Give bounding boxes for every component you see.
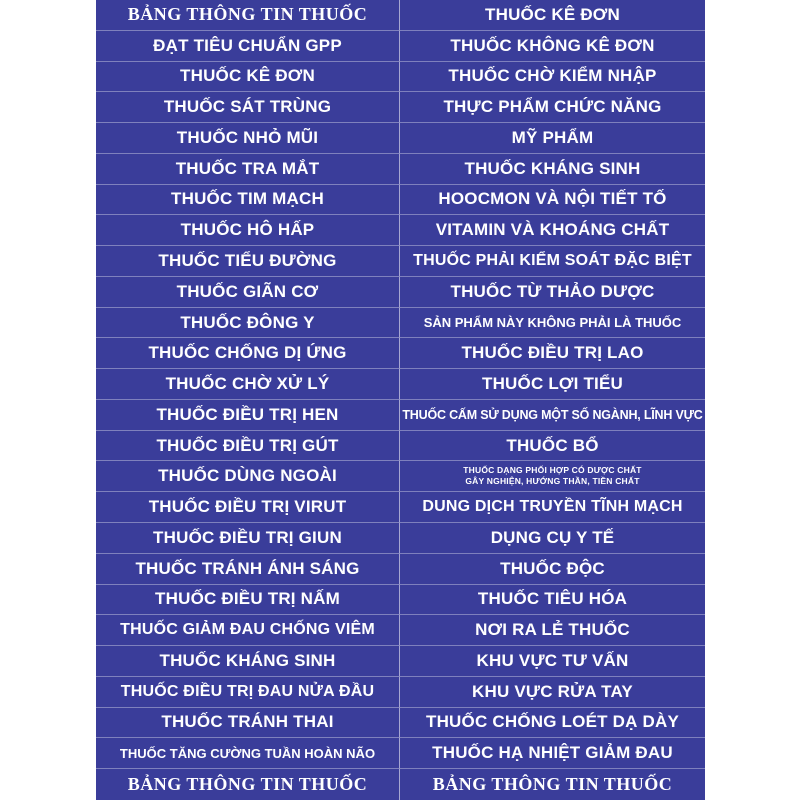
label-cell: DUNG DỊCH TRUYỀN TĨNH MẠCH <box>400 492 705 523</box>
label-cell: THUỐC TIỂU ĐƯỜNG <box>96 246 400 277</box>
label-cell: THUỐC CHỐNG LOÉT DẠ DÀY <box>400 708 705 739</box>
label-cell: THUỐC HẠ NHIỆT GIẢM ĐAU <box>400 738 705 769</box>
label-cell: THUỐC CẤM SỬ DỤNG MỘT SỐ NGÀNH, LĨNH VỰC <box>400 400 705 431</box>
label-cell: BẢNG THÔNG TIN THUỐC <box>96 0 400 31</box>
label-line: GÂY NGHIỆN, HƯỚNG THẦN, TIỀN CHẤT <box>465 476 640 487</box>
label-cell: THUỐC KÊ ĐƠN <box>400 0 705 31</box>
label-cell: THUỐC TRÁNH THAI <box>96 708 400 739</box>
label-cell: THUỐC NHỎ MŨI <box>96 123 400 154</box>
label-cell: THUỐC ĐIỀU TRỊ HEN <box>96 400 400 431</box>
label-cell: THUỐC KHÔNG KÊ ĐƠN <box>400 31 705 62</box>
label-cell: THUỐC ĐIỀU TRỊ GIUN <box>96 523 400 554</box>
label-cell: THỰC PHẨM CHỨC NĂNG <box>400 92 705 123</box>
label-cell: THUỐC CHỐNG DỊ ỨNG <box>96 338 400 369</box>
label-cell: THUỐC ĐIỀU TRỊ VIRUT <box>96 492 400 523</box>
label-cell: THUỐC TRÁNH ÁNH SÁNG <box>96 554 400 585</box>
label-cell: THUỐC ĐIỀU TRỊ LAO <box>400 338 705 369</box>
label-cell: THUỐC ĐIỀU TRỊ NẤM <box>96 585 400 616</box>
label-cell: THUỐC BỔ <box>400 431 705 462</box>
label-cell: THUỐC DÙNG NGOÀI <box>96 461 400 492</box>
label-cell: THUỐC TĂNG CƯỜNG TUẦN HOÀN NÃO <box>96 738 400 769</box>
label-cell: THUỐC KÊ ĐƠN <box>96 62 400 93</box>
label-cell: HOOCMON VÀ NỘI TIẾT TỐ <box>400 185 705 216</box>
label-line: THUỐC DẠNG PHỐI HỢP CÓ DƯỢC CHẤT <box>463 465 642 476</box>
label-cell: THUỐC TIM MẠCH <box>96 185 400 216</box>
label-cell: THUỐC ĐIỀU TRỊ GÚT <box>96 431 400 462</box>
label-cell: THUỐC LỢI TIỂU <box>400 369 705 400</box>
label-cell: THUỐC TRA MẮT <box>96 154 400 185</box>
label-cell: KHU VỰC RỬA TAY <box>400 677 705 708</box>
label-cell: SẢN PHẨM NÀY KHÔNG PHẢI LÀ THUỐC <box>400 308 705 339</box>
label-cell: THUỐC PHẢI KIỂM SOÁT ĐẶC BIỆT <box>400 246 705 277</box>
label-cell: THUỐC ĐÔNG Y <box>96 308 400 339</box>
label-cell: THUỐC GIÃN CƠ <box>96 277 400 308</box>
label-cell: BẢNG THÔNG TIN THUỐC <box>96 769 400 800</box>
label-cell: THUỐC TỪ THẢO DƯỢC <box>400 277 705 308</box>
label-cell: THUỐC CHỜ XỬ LÝ <box>96 369 400 400</box>
label-cell: DỤNG CỤ Y TẾ <box>400 523 705 554</box>
label-cell: THUỐC CHỜ KIỂM NHẬP <box>400 62 705 93</box>
label-cell: MỸ PHẨM <box>400 123 705 154</box>
label-cell: NƠI RA LẺ THUỐC <box>400 615 705 646</box>
label-cell: THUỐC GIẢM ĐAU CHỐNG VIÊM <box>96 615 400 646</box>
label-cell: THUỐC ĐIỀU TRỊ ĐAU NỬA ĐẦU <box>96 677 400 708</box>
label-cell: THUỐC HÔ HẤP <box>96 215 400 246</box>
label-cell: THUỐC KHÁNG SINH <box>96 646 400 677</box>
label-cell: BẢNG THÔNG TIN THUỐC <box>432 774 673 795</box>
label-sheet <box>96 0 705 800</box>
label-cell: THUỐC SÁT TRÙNG <box>96 92 400 123</box>
label-cell: THUỐC KHÁNG SINH <box>400 154 705 185</box>
label-cell: ĐẠT TIÊU CHUẨN GPP <box>96 31 400 62</box>
label-cell: KHU VỰC TƯ VẤN <box>400 646 705 677</box>
label-cell: THUỐC TIÊU HÓA <box>400 585 705 616</box>
label-cell <box>400 461 705 492</box>
label-cell: VITAMIN VÀ KHOÁNG CHẤT <box>400 215 705 246</box>
label-cell: THUỐC ĐỘC <box>400 554 705 585</box>
